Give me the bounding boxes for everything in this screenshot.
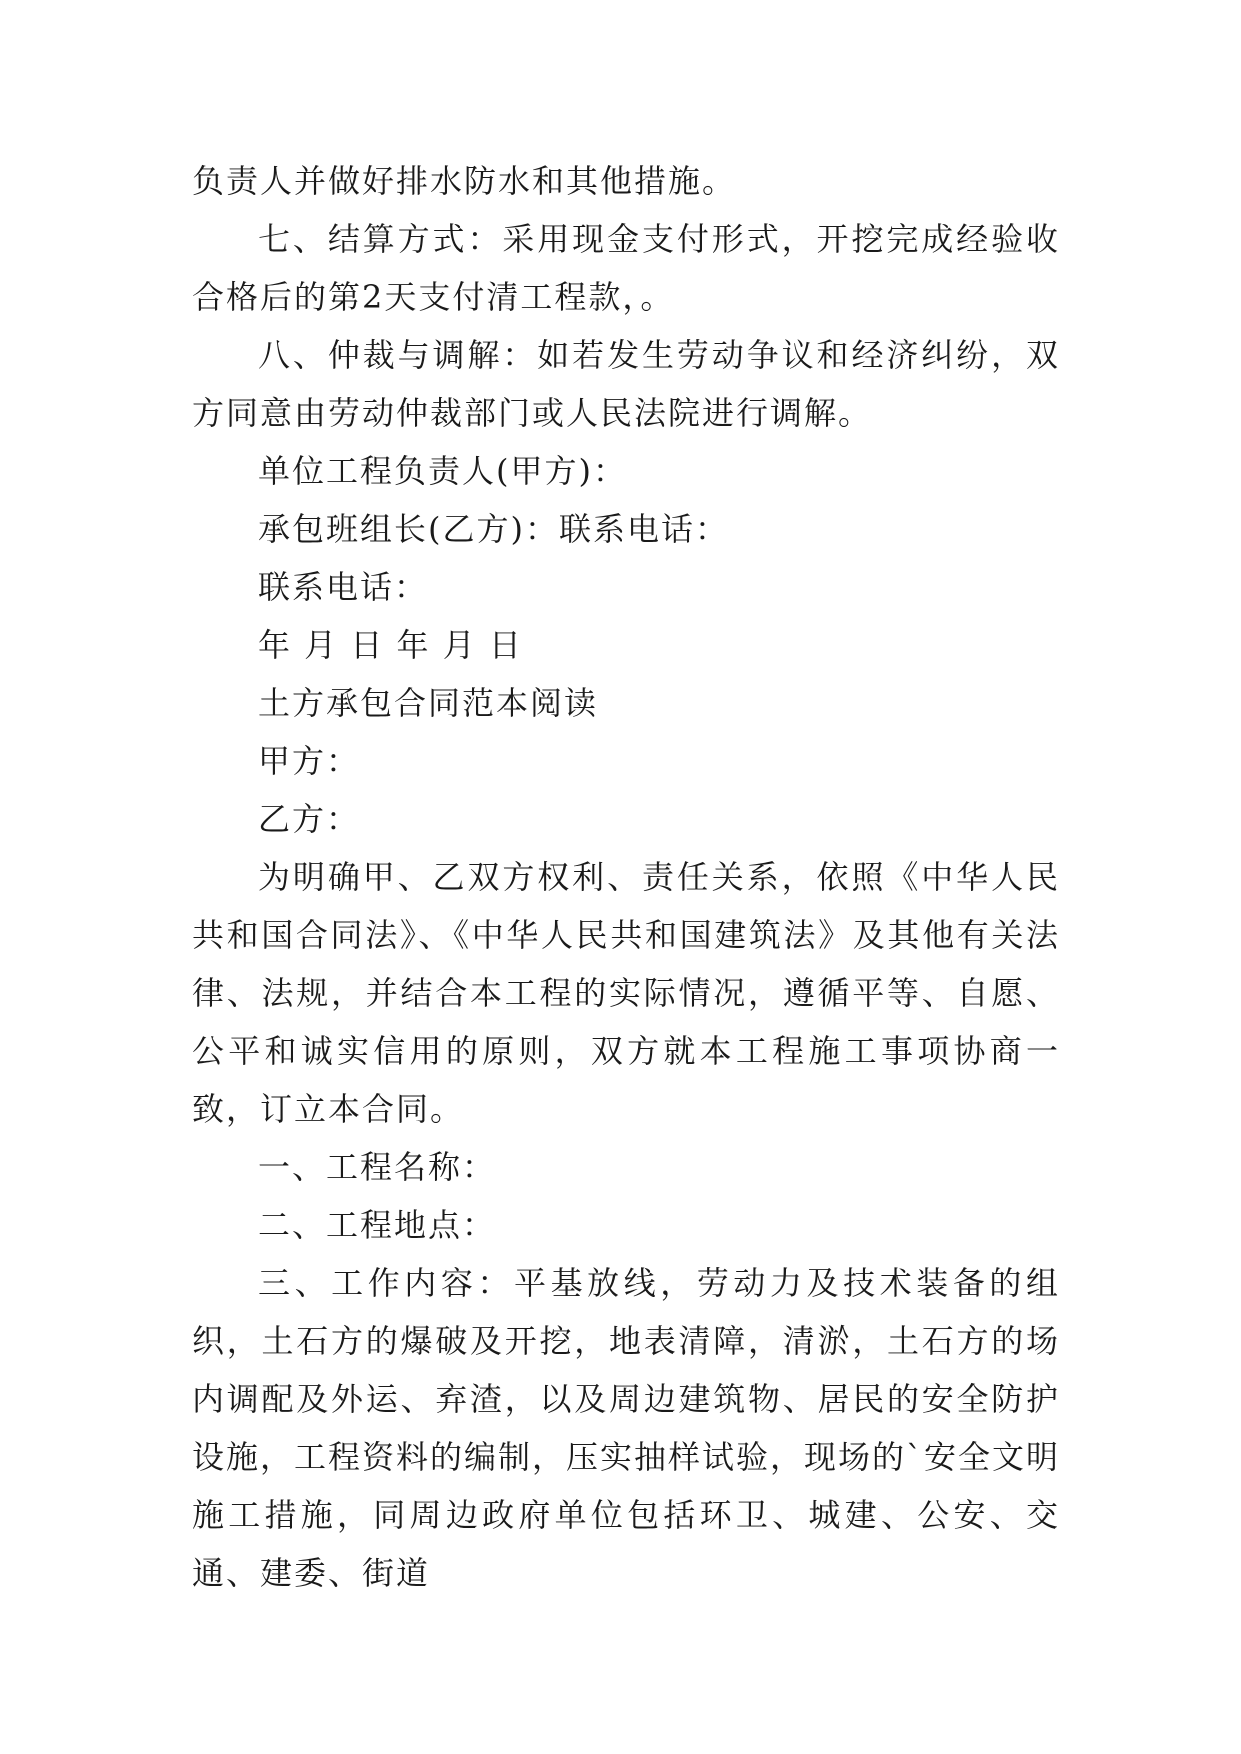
paragraph-preamble: 为明确甲、乙双方权利、责任关系，依照《中华人民共和国合同法》、《中华人民共和国建筑法》及其他有关法律、法规，并结合本工程的实际情况，遵循平等、自愿、公平和诚实信用的原则，双方就本工程施工事项协商一致，订立本合同。 [192, 858, 1060, 1128]
project-name-line: 一、工程名称： [258, 1148, 497, 1186]
signature-party-b: 承包班组长(乙方)：联系电话： [258, 510, 729, 548]
party-b-line: 乙方： [258, 800, 361, 838]
paragraph-work-content: 三、工作内容：平基放线，劳动力及技术装备的组织，土石方的爆破及开挖，地表清障，清淤，土石方的场内调配及外运、弃渣，以及周边建筑物、居民的安全防护设施，工程资料的编制，压实抽样试验，现场的`安全文明施工措施，同周边政府单位包括环卫、城建、公安、交通、建委、街道 [192, 1264, 1061, 1592]
paragraph-settlement: 七、结算方式：采用现金支付形式，开挖完成经验收合格后的第2天支付清工程款，。 [192, 220, 1060, 316]
signature-party-a: 单位工程负责人(甲方)： [258, 452, 627, 490]
paragraph: 负责人并做好排水防水和其他措施。 [192, 162, 737, 200]
document-body [192, 152, 1060, 1602]
signature-dates: 年 月 日 年 月 日 [258, 626, 523, 664]
project-location-line: 二、工程地点： [258, 1206, 497, 1244]
party-a-line: 甲方： [258, 742, 361, 780]
section-heading: 土方承包合同范本阅读 [258, 684, 599, 722]
paragraph-arbitration: 八、仲裁与调解：如若发生劳动争议和经济纠纷，双方同意由劳动仲裁部门或人民法院进行调解。 [192, 336, 1060, 432]
contact-phone: 联系电话： [258, 568, 429, 606]
